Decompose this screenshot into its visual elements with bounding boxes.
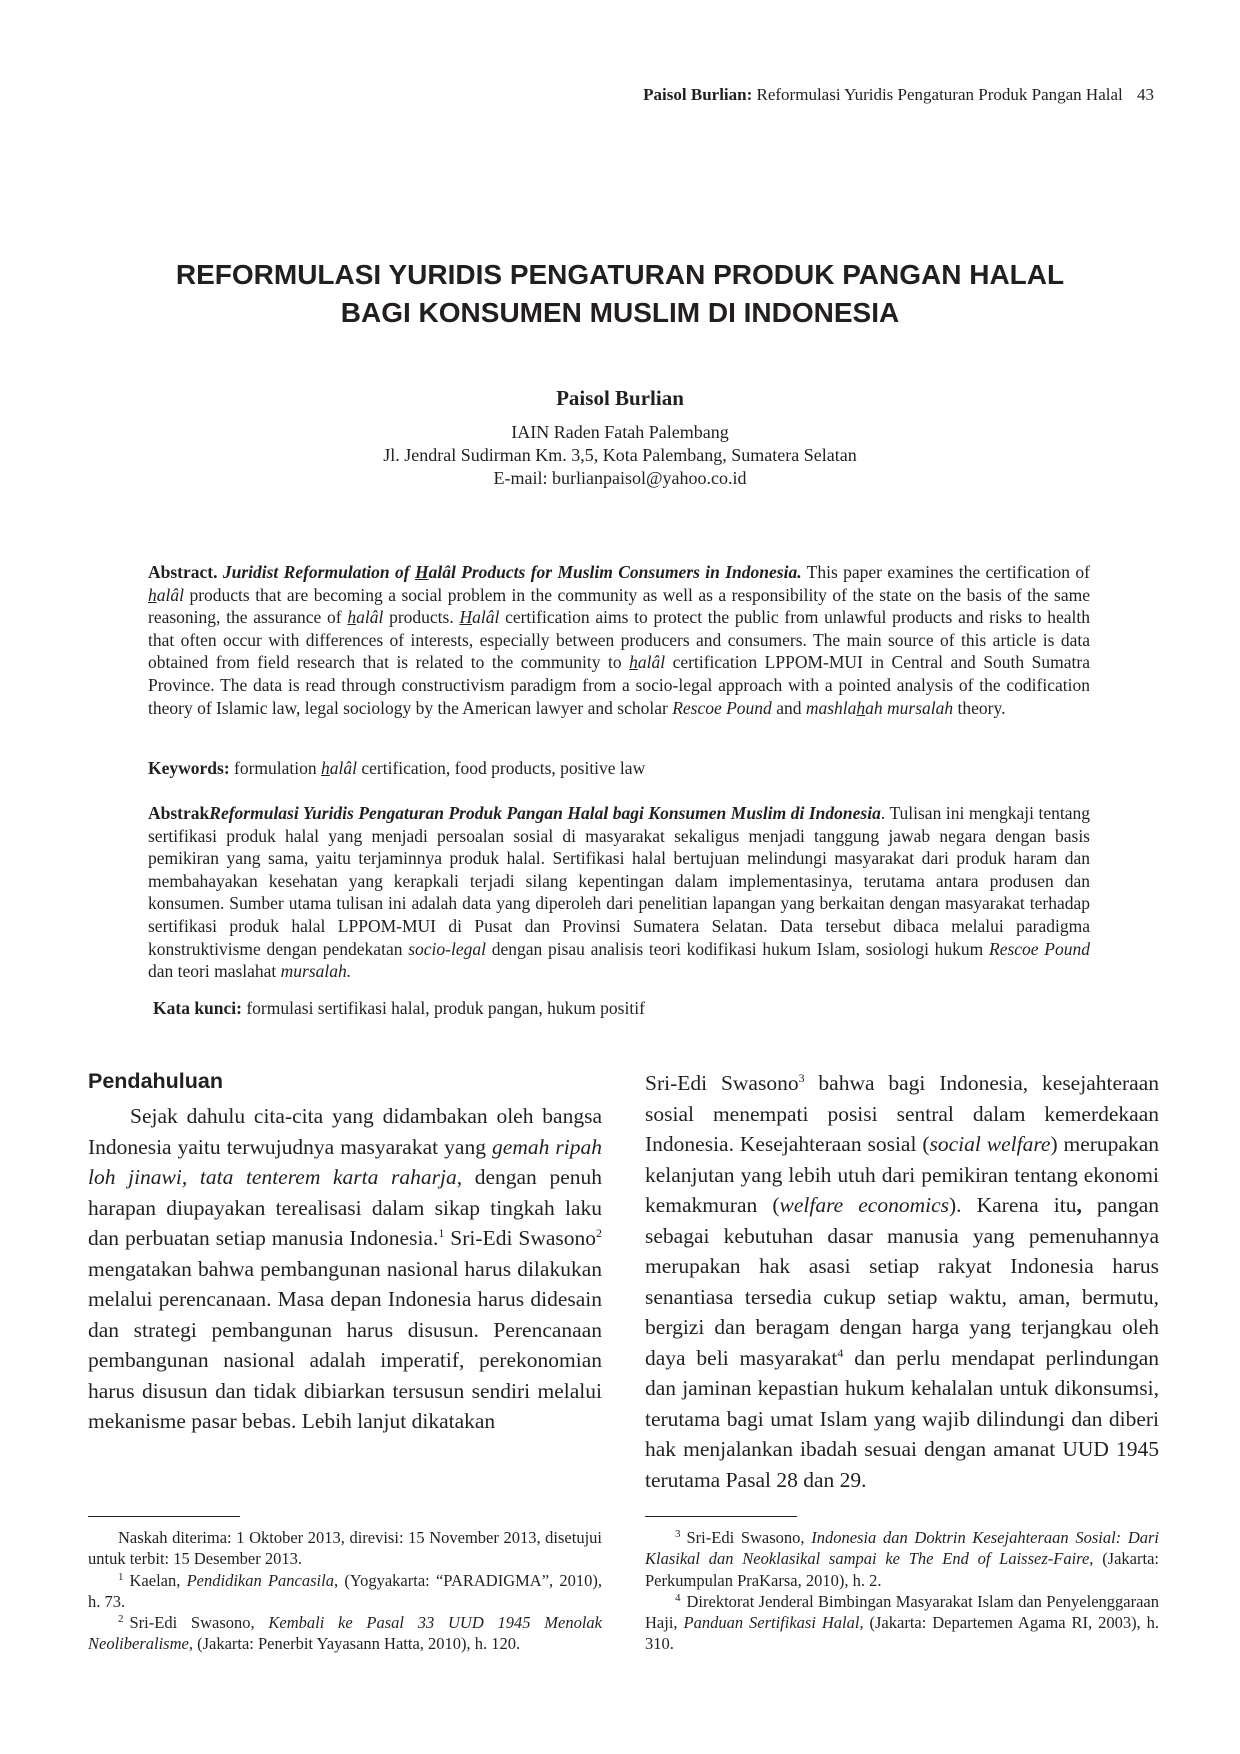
footnote-rule-right <box>645 1516 797 1517</box>
article-title-line-2: BAGI KONSUMEN MUSLIM DI INDONESIA <box>340 297 900 328</box>
body-column-right <box>645 1068 1159 1495</box>
running-head-author: Paisol Burlian: <box>643 85 753 104</box>
abstrak-body: Tulisan ini mengkaji tentang sertifikasi produk halal yang menjadi persoalan sosial di masyarakat sekaligus menjadi tanggung jawab negara dengan basis pemikiran yang sama, yaitu terjaminnya produk halal. Sertifikasi halal bertujuan melindungi masyarakat dari produk haram dan membahayakan kesehatan yang kerapkali terjadi silang kepentingan dalam implementasinya, terutama antara produsen dan konsumen. Sumber utama tulisan ini adalah data yang diperoleh dari penelitian lapangan yang berkaitan dengan masyarakat terhadap sertifikasi produk halal LPPOM-MUI di Pusat dan Provinsi Sumatera Selatan. Data tersebut dibaca melalui paradigma konstruktivisme dengan pendekatan socio-legal dengan pisau analisis teori kodifikasi hukum Islam, sosiologi hukum Rescoe Pound dan teori maslahat mursalah. <box>148 803 1091 982</box>
section-heading: Pendahuluan <box>88 1069 223 1093</box>
page-number: 43 <box>1137 85 1154 104</box>
footnote-rule-left <box>88 1516 240 1517</box>
kata-kunci-text: formulasi sertifikasi halal, produk pangan, hukum positif <box>246 998 645 1018</box>
footnote-1: $^1$ Kaelan, Pendidikan Pancasila, (Yogyakarta: “PARADIGMA”, 2010), h. 73. <box>88 1570 602 1611</box>
footnote-2: $^2$ Sri-Edi Swasono, Kembali ke Pasal 33 UUD 1945 Menolak Neoliberalisme, (Jakarta: Penerbit Yayasann Hatta, 2010), h. 120. <box>88 1613 602 1654</box>
body-paragraph-continued: Sri-Edi Swasono$^3$ bahwa bagi Indonesia, kesejahteraan sosial menempati posisi sentral dalam kemerdekaan Indonesia. Kesejahteraan sosial (social welfare) merupakan kelanjutan yang lebih utuh dari pemikiran tentang ekonomi kemakmuran (welfare economics). Karena itu, pangan sebagai kebutuhan dasar manusia yang pemenuhannya merupakan hak asasi setiap rakyat Indonesia harus senantiasa tersedia cukup setiap waktu, aman, bermutu, bergizi dan beragam dengan harga yang terjangkau oleh daya beli masyarakat$^4$ dan perlu mendapat perlindungan dan jaminan kepastian hukum kehalalan untuk dikonsumsi, terutama bagi umat Islam yang wajib dilindungi dan diberi hak menjalankan ibadah sesuai dengan amanat UUD 1945 terutama Pasal 28 dan 29. <box>645 1071 1159 1492</box>
footnotes-right <box>645 1527 1159 1655</box>
abstract-title: Juridist Reformulation of Halâl Products for Muslim Consumers in Indonesia. <box>222 562 802 582</box>
footnote-4: $^4$ Direktorat Jenderal Bimbingan Masyarakat Islam dan Penyelenggaraan Haji, Panduan Sertifikasi Halal, (Jakarta: Departemen Agama RI, 2003), h. 310. <box>645 1591 1160 1654</box>
body-column-left <box>88 1066 602 1437</box>
footnote-3: $^3$ Sri-Edi Swasono, Indonesia dan Doktrin Kesejahteraan Sosial: Dari Klasikal dan Neoklasikal sampai ke The End of Laissez-Faire, (Jakarta: Perkumpulan PraKarsa, 2010), h. 2. <box>645 1528 1159 1590</box>
kata-kunci-label: Kata kunci: <box>153 998 242 1018</box>
article-title <box>120 256 1120 332</box>
author-name: Paisol Burlian <box>556 386 684 410</box>
abstract-body: This paper examines the certification of halâl products that are becoming a social problem in the community as well as a responsibility of the state on the basis of the same reasoning, the assurance of halâl products. Halâl certification aims to protect the public from unlawful products and risks to health that often occur with differences of interests, especially between producers and consumers. The main source of this article is data obtained from field research that is related to the community to halâl certification LPPOM-MUI in Central and South Sumatra Province. The data is read through constructivism paradigm from a socio-legal approach with a pointed analysis of the codification theory of Islamic law, legal sociology by the American lawyer and scholar Rescoe Pound and mashlahah mursalah theory. <box>148 562 1091 718</box>
running-head <box>643 84 1154 106</box>
author-affiliation-block <box>120 421 1120 490</box>
keywords-indonesian <box>153 997 1095 1020</box>
email: E-mail: burlianpaisol@yahoo.co.id <box>493 468 747 488</box>
footnote-received: Naskah diterima: 1 Oktober 2013, direvisi: 15 November 2013, disetujui untuk terbit: 15 Desember 2013. <box>88 1528 602 1569</box>
abstract-english <box>148 561 1090 719</box>
body-paragraph: Sejak dahulu cita-cita yang didambakan oleh bangsa Indonesia yaitu terwujudnya masyarakat yang gemah ripah loh jinawi, tata tenterem karta raharja, dengan penuh harapan diupayakan terealisasi dalam sikap tingkah laku dan perbuatan setiap manusia Indonesia.$^1$ Sri-Edi Swasono$^2$ mengatakan bahwa pembangunan nasional harus dilakukan melalui perencanaan. Masa depan Indonesia harus didesain dan strategi pembangunan harus disusun. Perencanaan pembangunan nasional adalah imperatif, perekonomian harus disusun dan tidak dibiarkan tersusun sendiri melalui mekanisme pasar bebas. Lebih lanjut dikatakan <box>88 1104 602 1433</box>
footnotes-left <box>88 1527 602 1655</box>
keywords-label: Keywords: <box>148 758 230 778</box>
running-head-title: Reformulasi Yuridis Pengaturan Produk Pangan Halal <box>756 85 1123 104</box>
keywords-english <box>148 757 1090 780</box>
abstract-indonesian <box>148 802 1090 983</box>
abstrak-title: Reformulasi Yuridis Pengaturan Produk Pangan Halal bagi Konsumen Muslim di Indonesia. <box>209 803 886 823</box>
abstrak-label: Abstrak <box>148 803 210 823</box>
keywords-text: formulation halâl certification, food products, positive law <box>234 758 646 778</box>
affiliation: IAIN Raden Fatah Palembang <box>511 422 729 442</box>
address: Jl. Jendral Sudirman Km. 3,5, Kota Palembang, Sumatera Selatan <box>383 445 857 465</box>
abstract-label: Abstract. <box>148 562 218 582</box>
article-title-line-1: REFORMULASI YURIDIS PENGATURAN PRODUK PANGAN HALAL <box>175 259 1065 290</box>
